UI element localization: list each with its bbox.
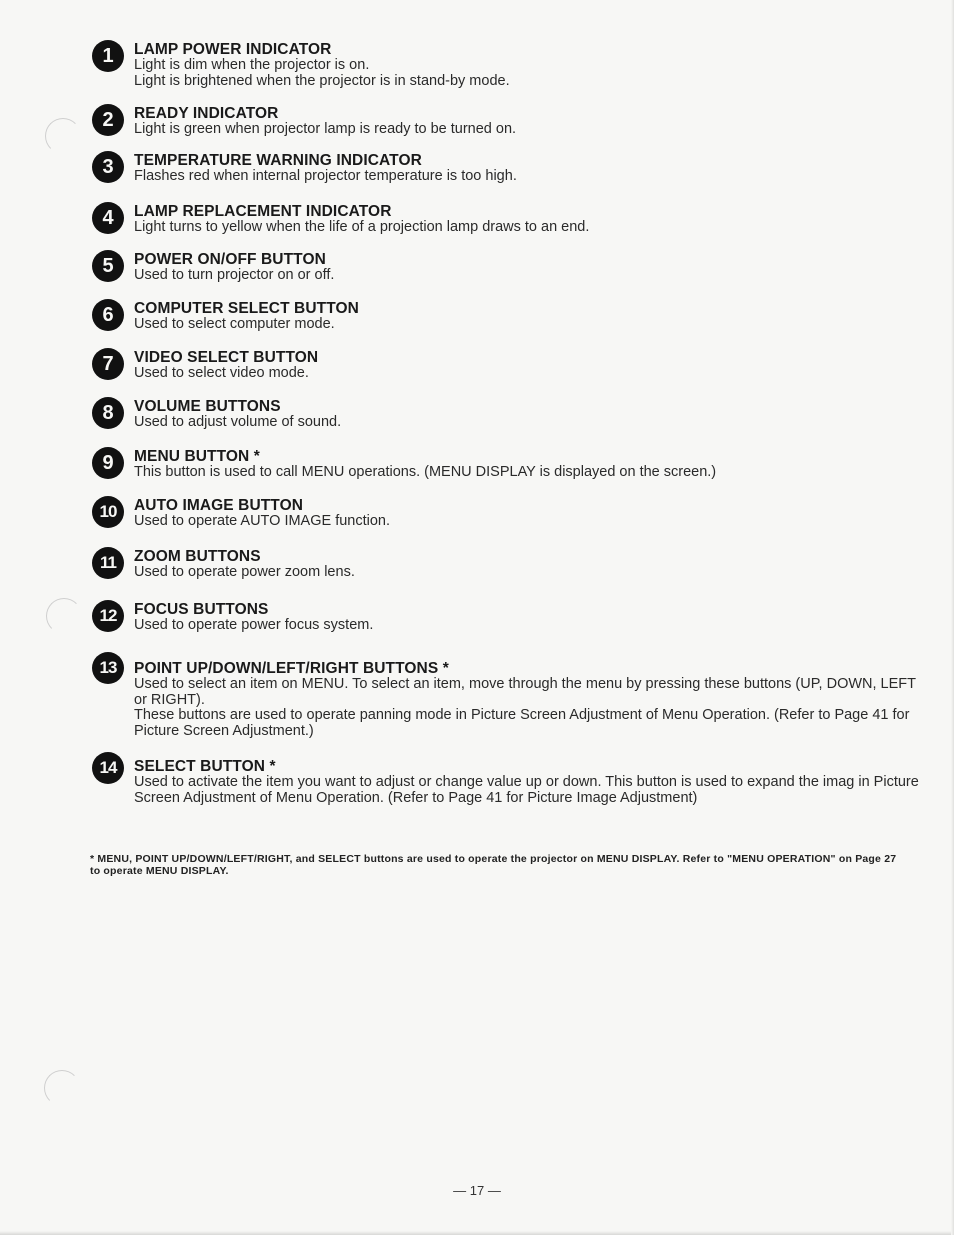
item-title: VIDEO SELECT BUTTON (134, 349, 319, 366)
item-description: Light is green when projector lamp is ready to be turned on. (134, 121, 517, 137)
number-badge-13: 13 (92, 652, 124, 684)
item-title: TEMPERATURE WARNING INDICATOR (134, 152, 422, 169)
item-description: This button is used to call MENU operations. (MENU DISPLAY is displayed on the screen.) (134, 464, 717, 480)
item-title: READY INDICATOR (134, 105, 279, 122)
item-title: VOLUME BUTTONS (134, 398, 281, 415)
page-number: — 17 — (453, 1183, 501, 1198)
item-title: POWER ON/OFF BUTTON (134, 251, 326, 268)
item-description: Used to select video mode. (134, 365, 309, 381)
number-badge-4: 4 (92, 202, 124, 234)
number-badge-10: 10 (92, 496, 124, 528)
item-title: LAMP POWER INDICATOR (134, 41, 332, 58)
item-description: Used to activate the item you want to adjust or change value up or down. This button is used to expand the imag in Picture Screen Adjustment of Menu Operation. (Refer to Page 41 for Picture Image Adjustment) (134, 774, 919, 806)
punch-hole-mark (46, 598, 82, 634)
number-badge-3: 3 (92, 151, 124, 183)
number-badge-14: 14 (92, 752, 124, 784)
number-badge-6: 6 (92, 299, 124, 331)
number-badge-2: 2 (92, 104, 124, 136)
number-badge-12: 12 (92, 600, 124, 632)
item-description: Used to operate power focus system. (134, 617, 374, 633)
item-title: SELECT BUTTON * (134, 758, 276, 775)
item-description: Used to select computer mode. (134, 316, 335, 332)
item-description: These buttons are used to operate panning mode in Picture Screen Adjustment of Menu Operation. (Refer to Page 41 for Picture Screen Adjustment.) (134, 707, 910, 739)
punch-hole-mark (44, 1070, 80, 1106)
item-description: Flashes red when internal projector temperature is too high. (134, 168, 517, 184)
item-title: ZOOM BUTTONS (134, 548, 261, 565)
item-description: Used to operate power zoom lens. (134, 564, 355, 580)
punch-hole-mark (45, 118, 81, 154)
item-description: Used to operate AUTO IMAGE function. (134, 513, 391, 529)
item-description: Light turns to yellow when the life of a projection lamp draws to an end. (134, 219, 590, 235)
item-title: LAMP REPLACEMENT INDICATOR (134, 203, 392, 220)
number-badge-5: 5 (92, 250, 124, 282)
number-badge-9: 9 (92, 447, 124, 479)
item-description: Used to select an item on MENU. To select an item, move through the menu by pressing these buttons (UP, DOWN, LEFT or RIGHT). (134, 676, 916, 708)
item-title: COMPUTER SELECT BUTTON (134, 300, 359, 317)
item-description: Light is dim when the projector is on. (134, 57, 370, 73)
item-title: FOCUS BUTTONS (134, 601, 269, 618)
number-badge-7: 7 (92, 348, 124, 380)
item-title: MENU BUTTON * (134, 448, 260, 465)
item-title: POINT UP/DOWN/LEFT/RIGHT BUTTONS * (134, 660, 449, 677)
item-description: Used to adjust volume of sound. (134, 414, 342, 430)
number-badge-1: 1 (92, 40, 124, 72)
item-title: AUTO IMAGE BUTTON (134, 497, 304, 514)
footnote: * MENU, POINT UP/DOWN/LEFT/RIGHT, and SELECT buttons are used to operate the projector on MENU DISPLAY. Refer to "MENU OPERATION" on Page 27 to operate MENU DISPLAY. (90, 853, 897, 877)
item-description: Used to turn projector on or off. (134, 267, 335, 283)
number-badge-11: 11 (92, 547, 124, 579)
number-badge-8: 8 (92, 397, 124, 429)
item-description: Light is brightened when the projector is in stand-by mode. (134, 72, 510, 89)
page-edge-shadow (0, 1231, 954, 1235)
